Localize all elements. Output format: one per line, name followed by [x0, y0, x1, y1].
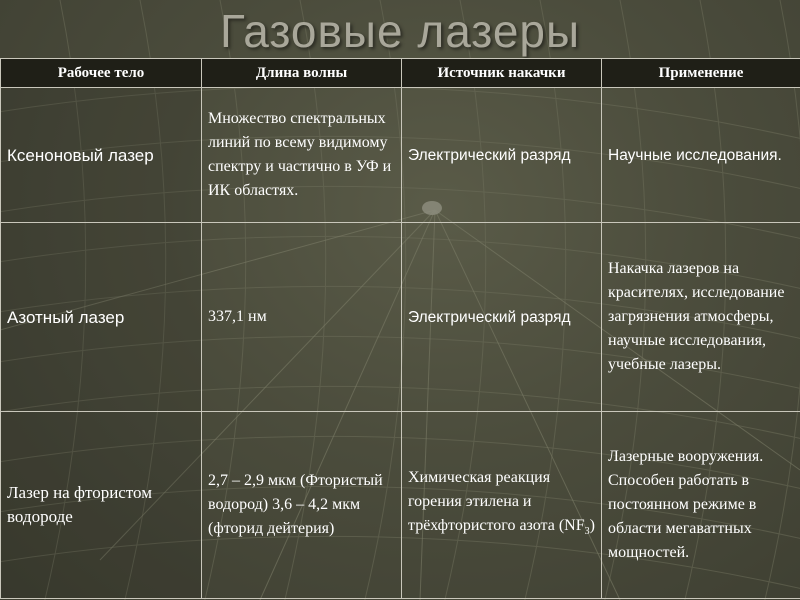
gas-lasers-table [0, 58, 800, 599]
cell-application: Научные исследования. [602, 88, 800, 223]
cell-wavelength: 337,1 нм [202, 223, 402, 412]
cell-application: Накачка лазеров на красителях, исследование загрязнения атмосферы, научные исследования, учебные лазеры. [602, 223, 800, 412]
cell-wavelength: Множество спектральных линий по всему видимому спектру и частично в УФ и ИК областях. [202, 88, 402, 223]
header-wavelength: Длина волны [202, 59, 402, 88]
header-application: Применение [602, 59, 800, 88]
cell-medium: Азотный лазер [1, 223, 202, 412]
cell-pump-source: Электрический разряд [402, 223, 602, 412]
cell-medium: Лазер на фтористом водороде [1, 412, 202, 599]
cell-pump-source [402, 412, 602, 599]
table-row [1, 412, 800, 599]
table-row [1, 223, 800, 412]
pump-subscript: 3 [584, 526, 590, 538]
page-title: Газовые лазеры [219, 5, 581, 57]
cell-medium: Ксеноновый лазер [1, 88, 202, 223]
header-medium: Рабочее тело [1, 59, 202, 88]
header-pump-source: Источник накачки [402, 59, 602, 88]
table-header-row [1, 59, 800, 88]
cell-pump-source: Электрический разряд [402, 88, 602, 223]
cell-wavelength: 2,7 – 2,9 мкм (Фтористый водород) 3,6 – 4,2 мкм (фторид дейтерия) [202, 412, 402, 599]
table-row [1, 88, 800, 223]
cell-application: Лазерные вооружения. Способен работать в постоянном режиме в области мегаваттных мощностей. [602, 412, 800, 599]
pump-text: Химическая реакция горения этилена и трёхфтористого азота (NF [408, 468, 585, 534]
pump-text-end: ) [589, 516, 595, 534]
